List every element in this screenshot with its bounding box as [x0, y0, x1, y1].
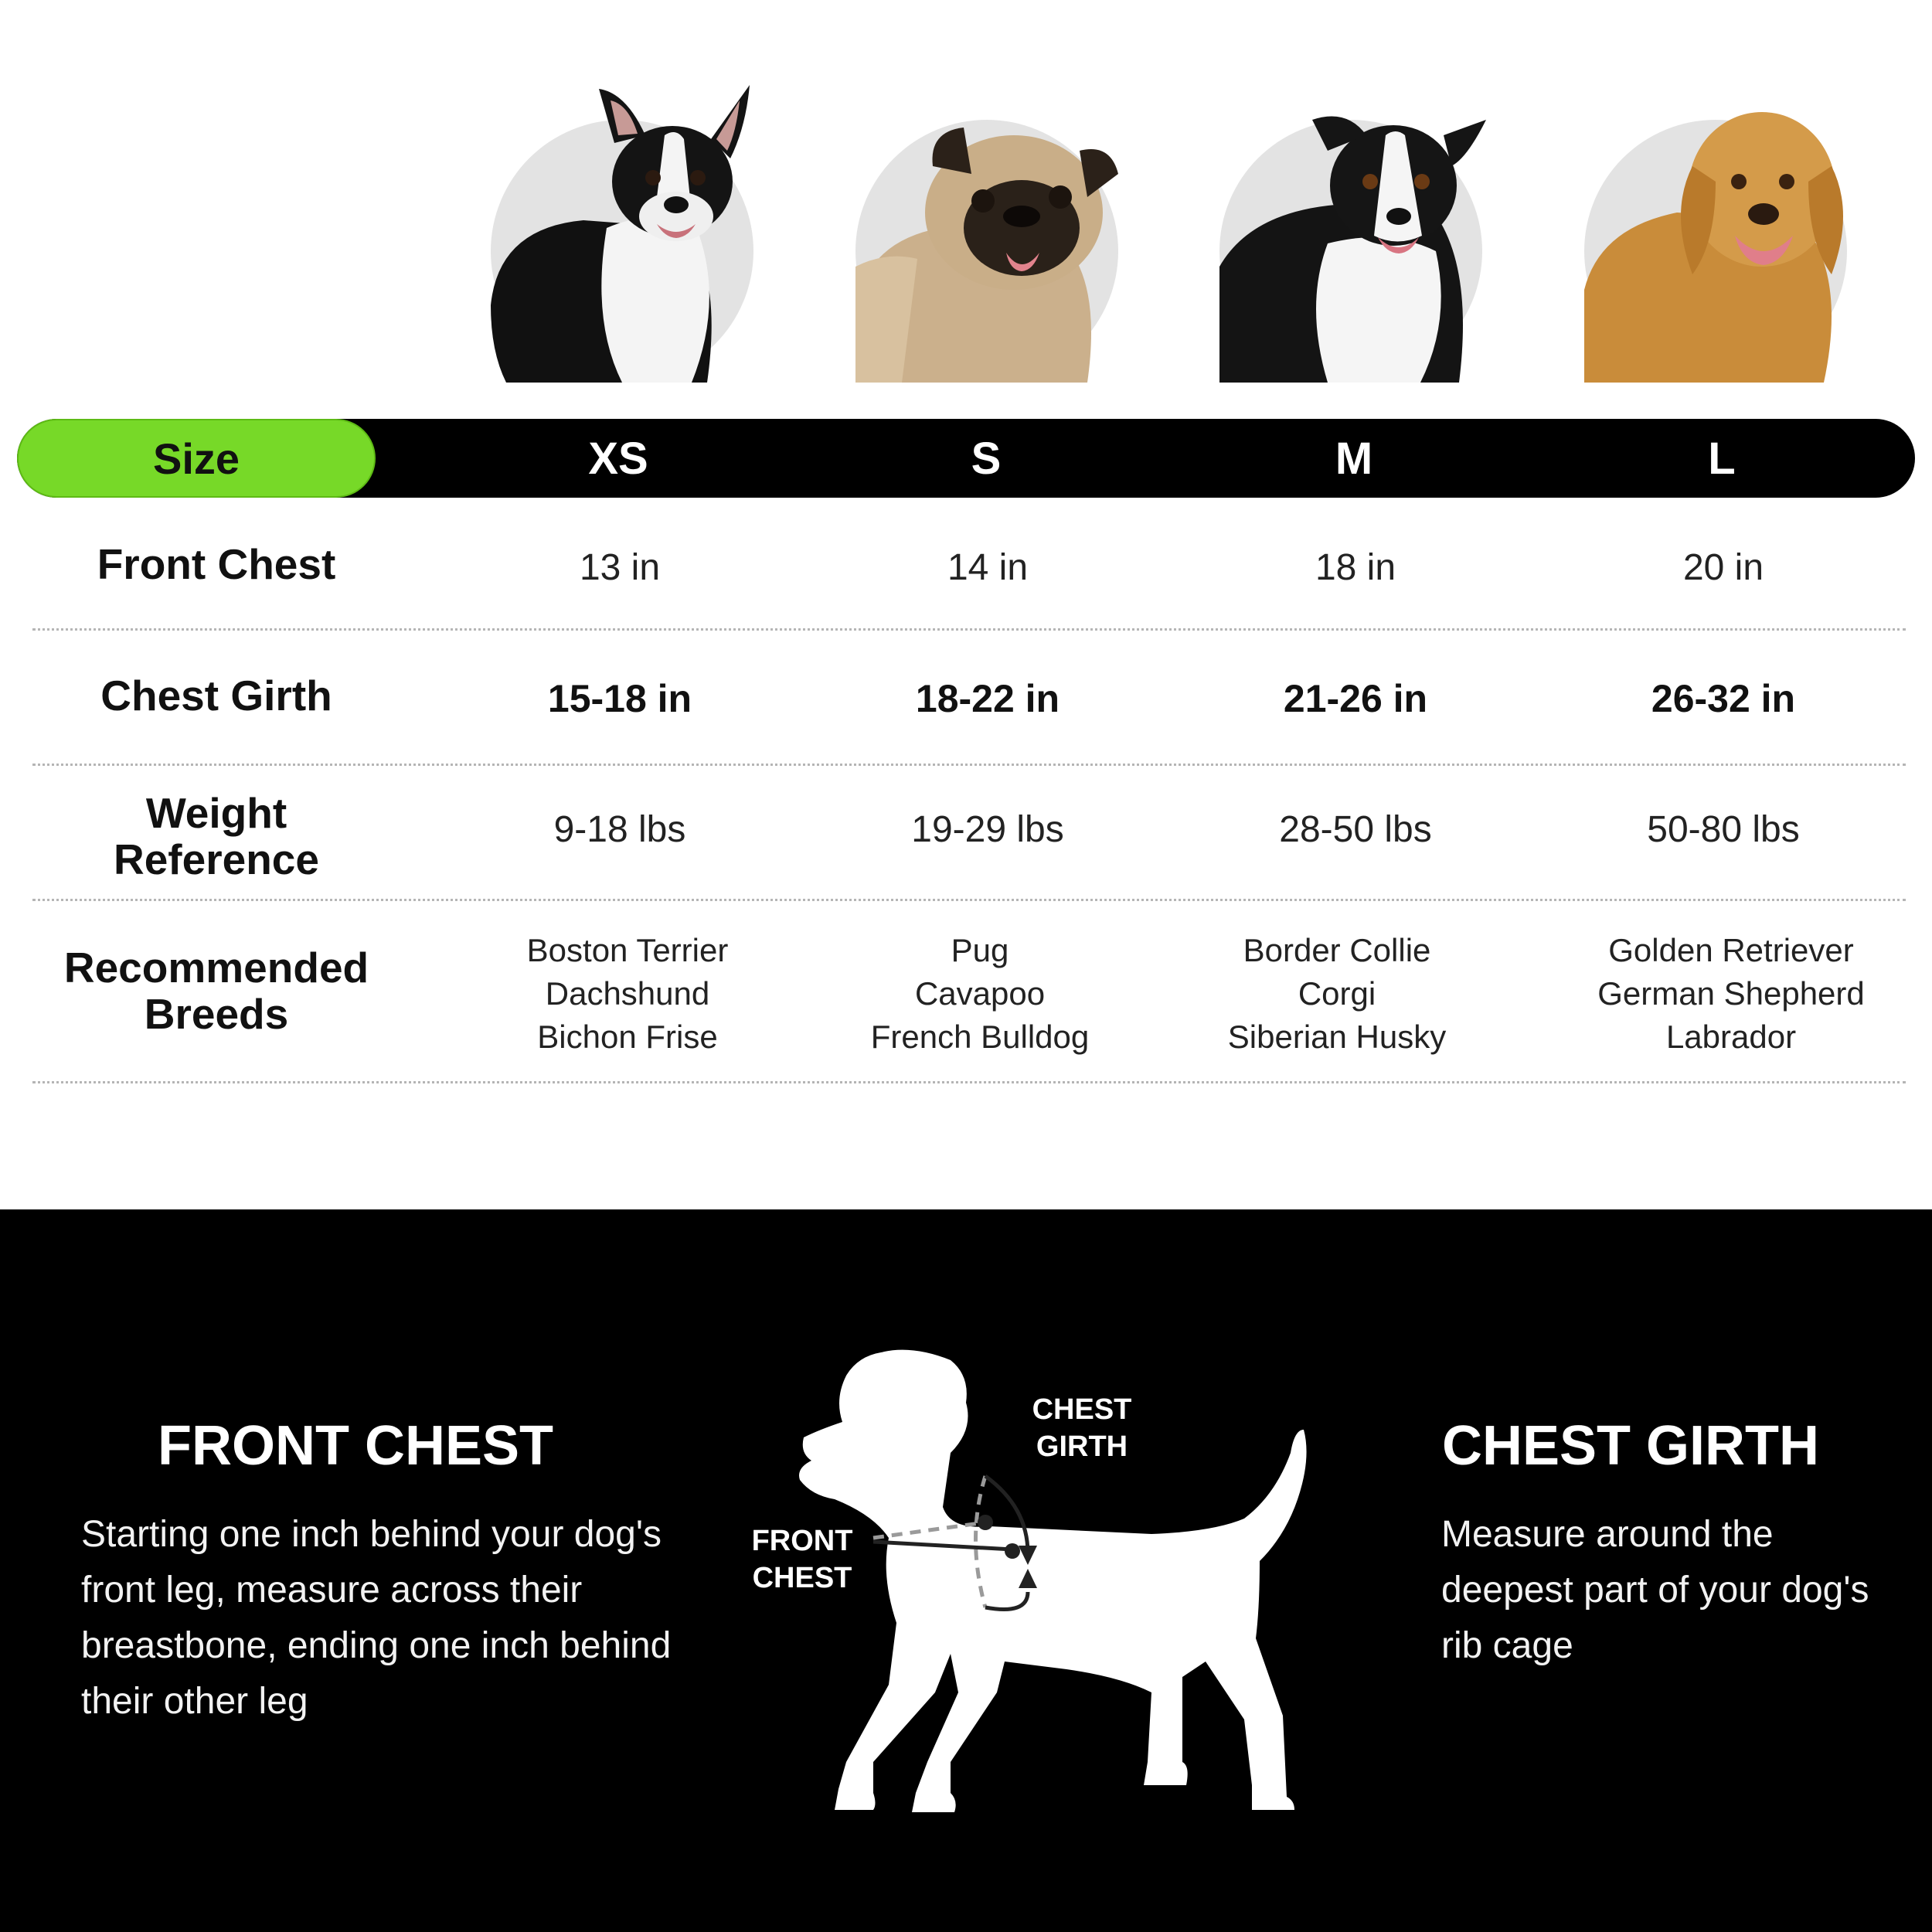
pug-icon	[855, 73, 1118, 383]
breeds-m	[1175, 929, 1499, 1059]
row-divider	[32, 899, 1906, 901]
chest-girth-description: Measure around the deepest part of your dog's rib cage	[1441, 1514, 1869, 1666]
diagram-label-line: GIRTH	[1036, 1430, 1128, 1463]
breed-item: Cavapoo	[914, 975, 1046, 1012]
weight-m: 28-50 lbs	[1279, 809, 1432, 850]
pug-photo	[855, 120, 1118, 383]
golden-retriever-icon	[1584, 73, 1847, 383]
diagram-label-line: CHEST	[752, 1562, 852, 1594]
front-chest-heading: FRONT CHEST	[158, 1415, 553, 1477]
row-label-weight-line2: Reference	[114, 835, 319, 883]
size-header-bar	[17, 419, 1915, 498]
breed-item: Golden Retriever	[1608, 932, 1854, 968]
breed-item: Labrador	[1665, 1019, 1797, 1055]
row-label-weight	[31, 790, 402, 883]
row-label-chest-girth: Chest Girth	[100, 672, 332, 719]
chest-girth-xs: 15-18 in	[547, 677, 692, 720]
boston-terrier-icon	[491, 73, 753, 383]
weight-l: 50-80 lbs	[1647, 809, 1800, 850]
breeds-xs	[465, 929, 790, 1059]
row-divider	[32, 764, 1906, 766]
weight-s: 19-29 lbs	[911, 809, 1064, 850]
row-divider	[32, 628, 1906, 631]
front-chest-s: 14 in	[947, 547, 1029, 588]
row-label-weight-line1: Weight	[145, 789, 287, 837]
diagram-label-front-chest	[733, 1522, 872, 1597]
weight-xs: 9-18 lbs	[553, 809, 686, 850]
breed-item: Corgi	[1298, 975, 1376, 1012]
breed-item: Dachshund	[545, 975, 710, 1012]
chest-girth-s: 18-22 in	[915, 677, 1060, 720]
breed-item: Pug	[951, 932, 1009, 968]
row-label-breeds-line1: Recommended	[63, 944, 369, 992]
border-collie-photo	[1219, 120, 1482, 383]
row-label-breeds	[31, 944, 402, 1037]
chest-girth-l: 26-32 in	[1651, 677, 1796, 720]
breed-item: Siberian Husky	[1227, 1019, 1447, 1055]
size-s: S	[971, 433, 1002, 484]
diagram-label-line: CHEST	[1032, 1393, 1132, 1426]
row-label-breeds-line2: Breeds	[144, 990, 289, 1038]
breed-item: French Bulldog	[870, 1019, 1090, 1055]
size-l: L	[1708, 433, 1736, 484]
front-chest-description: Starting one inch behind your dog's front leg, measure across their breastbone, ending one inch behind their other leg	[81, 1514, 672, 1722]
chest-girth-m: 21-26 in	[1283, 677, 1428, 720]
breeds-l	[1569, 929, 1893, 1059]
front-chest-xs: 13 in	[579, 547, 661, 588]
size-label-pill	[17, 419, 376, 498]
size-label: Size	[152, 434, 240, 483]
breeds-s	[818, 929, 1142, 1059]
diagram-label-chest-girth	[1012, 1391, 1151, 1465]
size-xs: XS	[588, 433, 648, 484]
breed-item: German Shepherd	[1597, 975, 1865, 1012]
boston-terrier-photo	[491, 120, 753, 383]
breed-item: Boston Terrier	[526, 932, 729, 968]
front-chest-m: 18 in	[1315, 547, 1396, 588]
golden-retriever-photo	[1584, 120, 1847, 383]
row-divider	[32, 1081, 1906, 1083]
breed-item: Border Collie	[1243, 932, 1431, 968]
size-m: M	[1335, 433, 1373, 484]
border-collie-icon	[1219, 73, 1482, 383]
diagram-label-line: FRONT	[751, 1525, 853, 1557]
chest-girth-heading: CHEST GIRTH	[1441, 1415, 1819, 1477]
front-chest-l: 20 in	[1682, 547, 1764, 588]
row-label-front-chest: Front Chest	[97, 540, 336, 588]
breed-item: Bichon Frise	[537, 1019, 718, 1055]
